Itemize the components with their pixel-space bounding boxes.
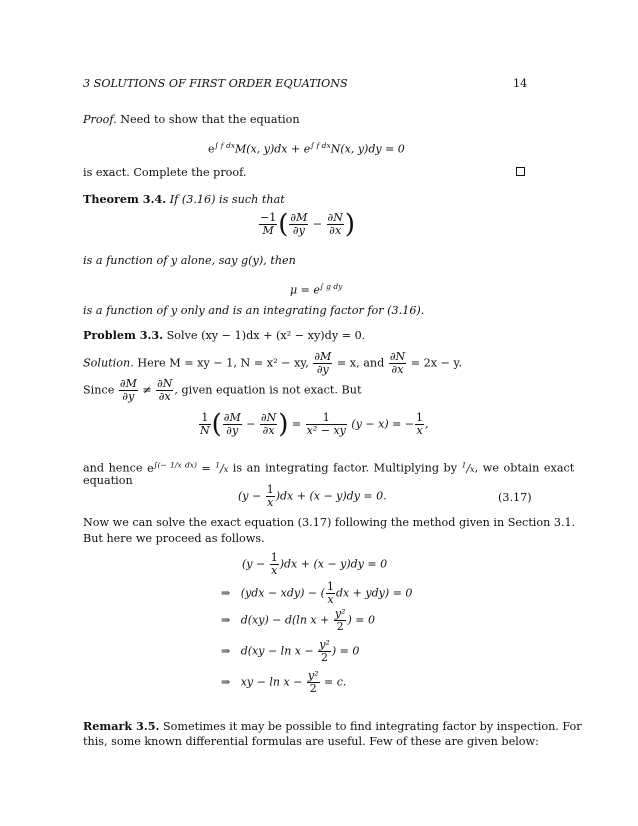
but-line: But here we proceed as follows. [83, 532, 265, 545]
theorem-line3: is a function of y only and is an integrating factor for (3.16). [83, 304, 425, 317]
derivation-line4: ⇒ d(xy − ln x − $\frac{\text{y²}}{2}$ ) = 0 [221, 638, 360, 664]
derivation-line5: ⇒ xy − ln x − $\frac{\text{y²}}{2}$ = c. [221, 669, 347, 695]
derivation-line1: (y − $\frac{1}{x}$ )dx + (x − y)dy = 0 [242, 551, 388, 577]
proof-label: Proof. [83, 113, 117, 126]
equation-number-3-17: (3.17) [498, 491, 532, 504]
problem-text: Solve (xy − 1)dx + (x² − xy)dy = 0. [166, 329, 366, 342]
proof-continuation: is exact. Complete the proof. [83, 166, 247, 179]
solution-line2: Since $\frac{\partial M}{\partial y}$ ≠ $\frac{\partial N}{\partial x}$ , given equation is not exact. But [83, 377, 362, 403]
proof-equation: $e^{\int f dx}M(x$, $y)dx + e^{\int f dx}N(x$, y)dy = 0 [208, 141, 405, 156]
page-number: 14 [513, 77, 528, 90]
equation-word: equation [83, 474, 133, 487]
theorem-line2: is a function of y alone, say g(y), then [83, 254, 296, 267]
qed-square [516, 167, 525, 176]
theorem-label: Theorem 3.4. [83, 192, 167, 206]
proof-paragraph [83, 113, 300, 127]
problem-paragraph [83, 328, 365, 343]
theorem-paragraph [83, 192, 285, 207]
derivation-line3: ⇒ d(xy) − d(ln x + $\frac{\text{y²}}{2}$ ) = 0 [221, 607, 375, 633]
problem-label: Problem 3.3. [83, 328, 164, 342]
mu-equation: $\mu = e^{\int g dy}$ [290, 282, 343, 297]
solution-line1: Solution. Here M = xy − 1, N = x² − xy, $\frac{\partial M}{\partial y}$ = x, and $\frac{\partial N}{\partial x}$ = 2x − y. [83, 350, 462, 376]
derivation-line2: ⇒ (ydx − xdy) − ( $\frac{1}{x}$ dx + ydy) = 0 [221, 580, 413, 606]
remark-label: Remark 3.5. [83, 719, 160, 733]
now-line: Now we can solve the exact equation (3.17) following the method given in Section 3.1. [83, 516, 576, 529]
remark-line2: this, some known differential formulas are useful. Few of these are given below: [83, 735, 539, 748]
and-hence-line: and hence $e^{\int(- 1/x dx)} = ^1/x$ is an integrating factor. Multiplying by $^1$/x, we obtain exact [83, 460, 575, 475]
theorem-text: If (3.16) is such that [169, 193, 285, 206]
ratio-equation: $\frac{1}{N}$ ( $\frac{\partial M}{\partial y}$ − $\frac{\partial N}{\partial x}$ ) = $\frac{1}{\text{x² − xy}}$ (y − x) = − $\frac{1}{x}$ , [200, 409, 429, 440]
solution-label: Solution. [83, 356, 134, 370]
theorem-fraction-expression: $\frac{-1}{M}$ ( $\frac{\partial M}{\partial y}$ − $\frac{\partial N}{\partial x}$ ) [260, 209, 356, 240]
remark-line1: Remark 3.5. Sometimes it may be possible to find integrating factor by inspection. For [83, 719, 582, 733]
proof-text: Need to show that the equation [120, 113, 300, 126]
running-header: 3 SOLUTIONS OF FIRST ORDER EQUATIONS [83, 77, 348, 90]
equation-3-17: (y − $\frac{1}{x}$ )dx + (x − y)dy = 0. [238, 483, 387, 509]
